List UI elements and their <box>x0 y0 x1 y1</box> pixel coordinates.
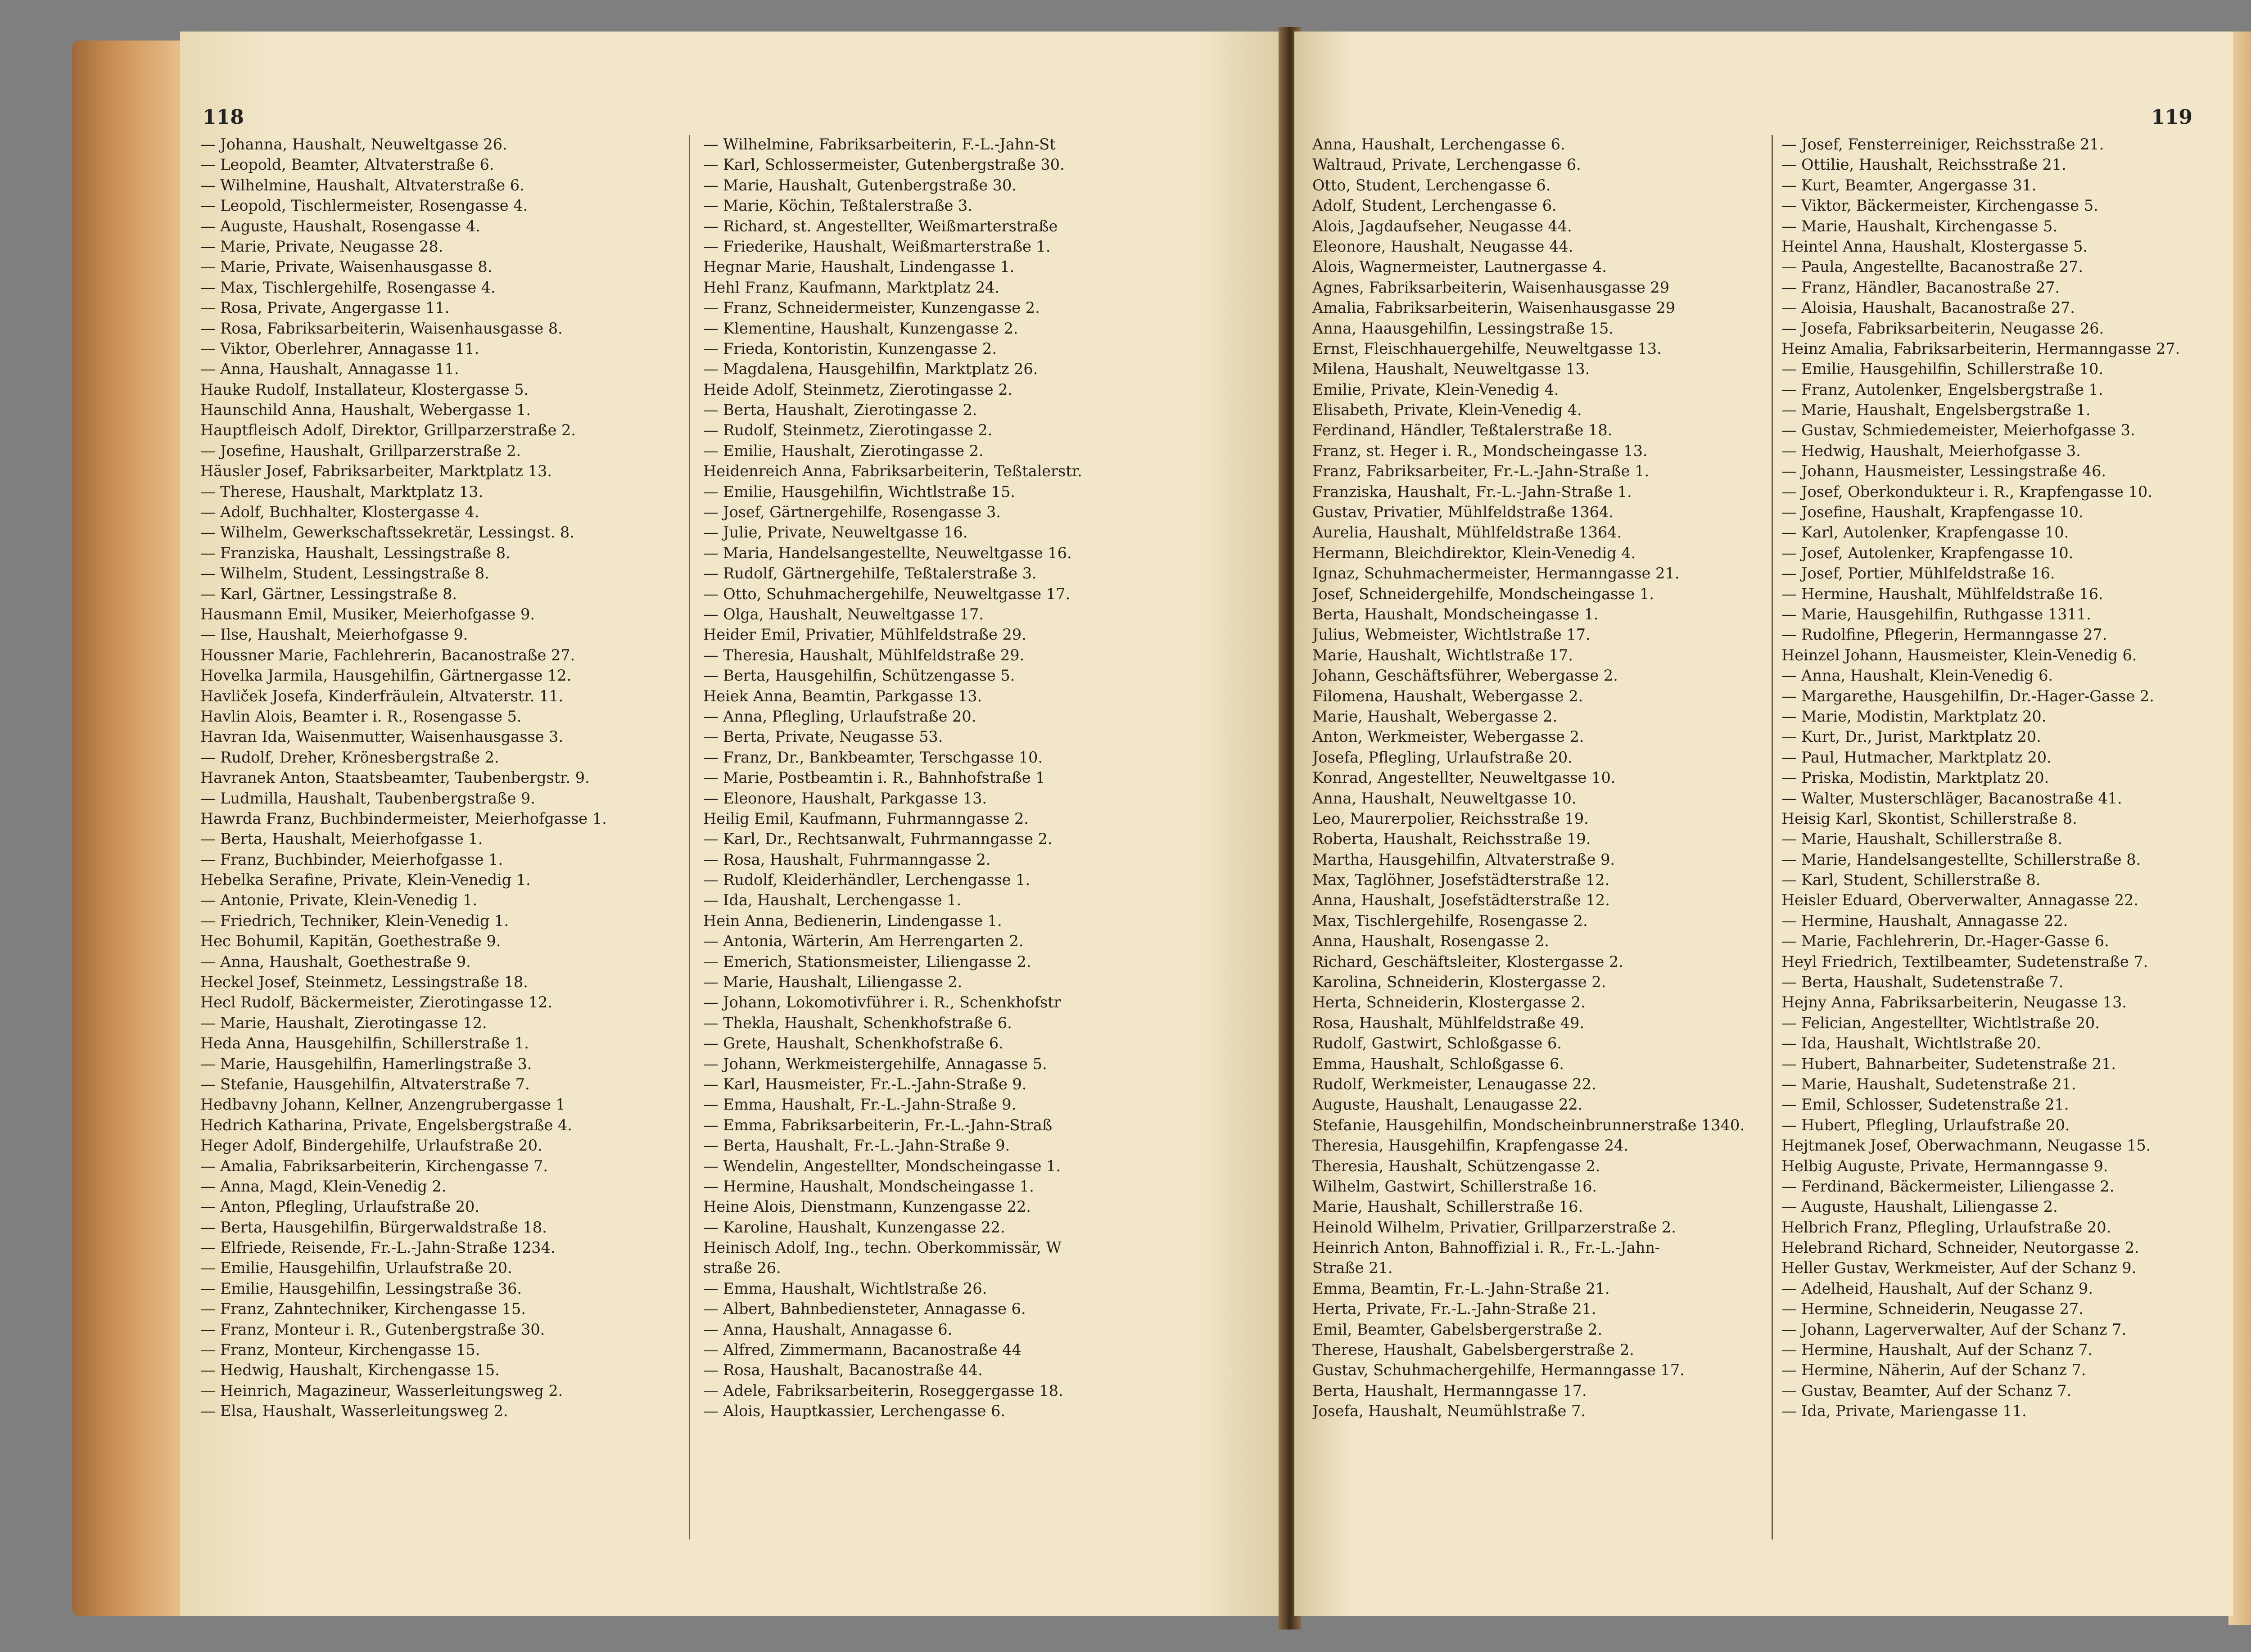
directory-entry: Emma, Haushalt, Schloßgasse 6. <box>1312 1055 1564 1073</box>
directory-entry: Herta, Schneiderin, Klostergasse 2. <box>1312 993 1586 1011</box>
directory-entry: Heinold Wilhelm, Privatier, Grillparzerstraße 2. <box>1312 1218 1676 1236</box>
directory-entry: Ernst, Fleischhauergehilfe, Neuweltgasse 13. <box>1312 339 1662 357</box>
directory-entry: — Marie, Haushalt, Kirchengasse 5. <box>1781 217 2057 235</box>
directory-entry: Hermann, Bleichdirektor, Klein-Venedig 4. <box>1312 544 1636 562</box>
page-number: 119 <box>2151 106 2192 129</box>
directory-entry: Max, Tischlergehilfe, Rosengasse 2. <box>1312 912 1588 930</box>
directory-entry: — Adolf, Buchhalter, Klostergasse 4. <box>200 503 479 521</box>
directory-entry: — Ferdinand, Bäckermeister, Liliengasse 2. <box>1781 1177 2115 1195</box>
directory-entry: Marie, Haushalt, Webergasse 2. <box>1312 707 1558 725</box>
directory-entry: Hovelka Jarmila, Hausgehilfin, Gärtnergasse 12. <box>200 667 572 685</box>
directory-entry: — Wilhelmine, Fabriksarbeiterin, F.-L.-Jahn-St <box>703 135 1056 153</box>
directory-entry: — Aloisia, Haushalt, Bacanostraße 27. <box>1781 299 2075 317</box>
directory-entry: — Wilhelmine, Haushalt, Altvaterstraße 6. <box>200 176 524 194</box>
directory-entry: — Thekla, Haushalt, Schenkhofstraße 6. <box>703 1014 1012 1032</box>
directory-entry: — Anna, Haushalt, Annagasse 11. <box>200 360 459 378</box>
directory-entry: Heckel Josef, Steinmetz, Lessingstraße 18. <box>200 973 528 991</box>
directory-entry: — Marie, Fachlehrerin, Dr.-Hager-Gasse 6. <box>1781 932 2109 950</box>
directory-entry: — Emma, Fabriksarbeiterin, Fr.-L.-Jahn-Straß <box>703 1116 1053 1134</box>
left-page-column-2 <box>703 134 1279 1422</box>
right-page-column-2 <box>1781 134 2227 1422</box>
directory-entry: Helebrand Richard, Schneider, Neutorgasse 2. <box>1781 1239 2139 1257</box>
directory-entry: Havliček Josefa, Kinderfräulein, Altvaterstr. 11. <box>200 687 564 705</box>
directory-entry: Havranek Anton, Staatsbeamter, Taubenbergstr. 9. <box>200 769 590 787</box>
directory-entry: Waltraud, Private, Lerchengasse 6. <box>1312 156 1581 174</box>
directory-entry: — Emilie, Hausgehilfin, Schillerstraße 10. <box>1781 360 2104 378</box>
directory-entry: Berta, Haushalt, Hermanngasse 17. <box>1312 1381 1587 1399</box>
directory-entry: — Emilie, Hausgehilfin, Urlaufstraße 20. <box>200 1259 512 1277</box>
directory-entry: — Alois, Hauptkassier, Lerchengasse 6. <box>703 1402 1005 1420</box>
directory-entry: Richard, Geschäftsleiter, Klostergasse 2. <box>1312 952 1623 970</box>
directory-entry: — Kurt, Beamter, Angergasse 31. <box>1781 176 2037 194</box>
directory-entry: — Maria, Handelsangestellte, Neuweltgasse 16. <box>703 544 1072 562</box>
directory-entry: — Marie, Hausgehilfin, Hamerlingstraße 3. <box>200 1055 532 1073</box>
directory-entry: — Hubert, Pflegling, Urlaufstraße 20. <box>1781 1116 2070 1134</box>
directory-entry: Hehl Franz, Kaufmann, Marktplatz 24. <box>703 278 1000 296</box>
directory-entry: Heisig Karl, Skontist, Schillerstraße 8. <box>1781 809 2077 827</box>
column-divider <box>1772 135 1773 1539</box>
directory-entry: — Ida, Haushalt, Wichtlstraße 20. <box>1781 1034 2041 1052</box>
directory-entry: Heine Alois, Dienstmann, Kunzengasse 22. <box>703 1198 1031 1216</box>
directory-entry: — Marie, Köchin, Teßtalerstraße 3. <box>703 197 972 215</box>
directory-entry: — Berta, Haushalt, Zierotingasse 2. <box>703 401 977 419</box>
right-page <box>1294 32 2233 1616</box>
directory-entry: — Anna, Haushalt, Annagasse 6. <box>703 1320 953 1338</box>
directory-entry: — Priska, Modistin, Marktplatz 20. <box>1781 769 2049 787</box>
directory-entry: Adolf, Student, Lerchengasse 6. <box>1312 197 1557 215</box>
column-divider <box>689 135 690 1539</box>
directory-entry: — Ilse, Haushalt, Meierhofgasse 9. <box>200 626 468 644</box>
directory-entry: — Karl, Schlossermeister, Gutenbergstraße 30. <box>703 156 1065 174</box>
directory-entry: Anna, Haushalt, Rosengasse 2. <box>1312 932 1549 950</box>
left-page <box>180 32 1285 1616</box>
directory-entry: Alois, Jagdaufseher, Neugasse 44. <box>1312 217 1572 235</box>
directory-entry: Hawrda Franz, Buchbindermeister, Meierhofgasse 1. <box>200 809 607 827</box>
directory-entry: — Franz, Monteur i. R., Gutenbergstraße 30. <box>200 1320 545 1338</box>
directory-entry: — Hedwig, Haushalt, Meierhofgasse 3. <box>1781 442 2081 460</box>
directory-entry: — Franziska, Haushalt, Lessingstraße 8. <box>200 544 511 562</box>
directory-entry: — Emerich, Stationsmeister, Liliengasse 2. <box>703 952 1031 970</box>
directory-entry: Johann, Geschäftsführer, Webergasse 2. <box>1312 667 1618 685</box>
directory-entry: — Franz, Händler, Bacanostraße 27. <box>1781 278 2060 296</box>
directory-entry: — Wilhelm, Student, Lessingstraße 8. <box>200 564 489 582</box>
directory-entry: — Kurt, Dr., Jurist, Marktplatz 20. <box>1781 728 2041 746</box>
directory-entry: Amalia, Fabriksarbeiterin, Waisenhausgasse 29 <box>1312 299 1676 317</box>
directory-entry: Franz, st. Heger i. R., Mondscheingasse 13. <box>1312 442 1648 460</box>
directory-entry: — Richard, st. Angestellter, Weißmarterstraße <box>703 217 1058 235</box>
directory-entry: — Marie, Haushalt, Schillerstraße 8. <box>1781 830 2062 848</box>
directory-entry: — Karl, Student, Schillerstraße 8. <box>1781 871 2041 889</box>
directory-entry: — Ida, Private, Mariengasse 11. <box>1781 1402 2027 1420</box>
directory-entry: — Josef, Autolenker, Krapfengasse 10. <box>1781 544 2074 562</box>
directory-entry: — Hubert, Bahnarbeiter, Sudetenstraße 21. <box>1781 1055 2116 1073</box>
directory-entry: — Margarethe, Hausgehilfin, Dr.-Hager-Gasse 2. <box>1781 687 2154 705</box>
directory-entry: Josefa, Haushalt, Neumühlstraße 7. <box>1312 1402 1586 1420</box>
directory-entry: Theresia, Hausgehilfin, Krapfengasse 24. <box>1312 1137 1629 1155</box>
directory-entry: Rudolf, Werkmeister, Lenaugasse 22. <box>1312 1075 1596 1093</box>
directory-entry: — Hermine, Haushalt, Mondscheingasse 1. <box>703 1177 1034 1195</box>
directory-entry: Franziska, Haushalt, Fr.-L.-Jahn-Straße 1. <box>1312 483 1632 501</box>
directory-entry: — Marie, Private, Waisenhausgasse 8. <box>200 258 493 276</box>
directory-entry: — Anna, Haushalt, Klein-Venedig 6. <box>1781 667 2053 685</box>
directory-entry: — Auguste, Haushalt, Rosengasse 4. <box>200 217 480 235</box>
directory-entry: Hedbavny Johann, Kellner, Anzengrubergasse 1 <box>200 1096 565 1114</box>
directory-entry: Anna, Haausgehilfin, Lessingstraße 15. <box>1312 319 1614 337</box>
directory-entry: Ignaz, Schuhmachermeister, Hermanngasse 21. <box>1312 564 1680 582</box>
directory-entry: — Ludmilla, Haushalt, Taubenbergstraße 9. <box>200 789 535 807</box>
directory-entry: Aurelia, Haushalt, Mühlfeldstraße 1364. <box>1312 524 1622 542</box>
directory-entry: — Friedrich, Techniker, Klein-Venedig 1. <box>200 912 509 930</box>
directory-entry: — Johann, Lokomotivführer i. R., Schenkhofstr <box>703 993 1061 1011</box>
directory-entry: — Karl, Dr., Rechtsanwalt, Fuhrmanngasse 2. <box>703 830 1053 848</box>
directory-entry: Roberta, Haushalt, Reichsstraße 19. <box>1312 830 1591 848</box>
directory-entry: Ferdinand, Händler, Teßtalerstraße 18. <box>1312 421 1613 439</box>
directory-entry: Hedrich Katharina, Private, Engelsbergstraße 4. <box>200 1116 572 1134</box>
directory-entry: Therese, Haushalt, Gabelsbergerstraße 2. <box>1312 1341 1634 1359</box>
directory-entry: — Johanna, Haushalt, Neuweltgasse 26. <box>200 135 507 153</box>
directory-entry: — Rudolf, Gärtnergehilfe, Teßtalerstraße 3. <box>703 564 1037 582</box>
directory-entry: Elisabeth, Private, Klein-Venedig 4. <box>1312 401 1582 419</box>
directory-entry: Heda Anna, Hausgehilfin, Schillerstraße 1. <box>200 1034 529 1052</box>
directory-entry: — Emma, Haushalt, Wichtlstraße 26. <box>703 1279 987 1297</box>
directory-entry: Haunschild Anna, Haushalt, Webergasse 1. <box>200 401 531 419</box>
directory-entry: Houssner Marie, Fachlehrerin, Bacanostraße 27. <box>200 646 575 664</box>
directory-entry: — Marie, Haushalt, Zierotingasse 12. <box>200 1014 487 1032</box>
directory-entry: Hejny Anna, Fabriksarbeiterin, Neugasse 13. <box>1781 993 2127 1011</box>
directory-entry: Heide Adolf, Steinmetz, Zierotingasse 2. <box>703 380 1013 398</box>
directory-entry: Josefa, Pflegling, Urlaufstraße 20. <box>1312 748 1573 766</box>
directory-entry: Hauke Rudolf, Installateur, Klostergasse 5. <box>200 380 529 398</box>
directory-entry: — Elfriede, Reisende, Fr.-L.-Jahn-Straße 1234. <box>200 1239 556 1257</box>
directory-entry: Karolina, Schneiderin, Klostergasse 2. <box>1312 973 1606 991</box>
directory-entry: — Olga, Haushalt, Neuweltgasse 17. <box>703 605 984 623</box>
directory-entry: — Viktor, Oberlehrer, Annagasse 11. <box>200 339 479 357</box>
directory-entry: Wilhelm, Gastwirt, Schillerstraße 16. <box>1312 1177 1597 1195</box>
directory-entry: Theresia, Haushalt, Schützengasse 2. <box>1312 1157 1600 1175</box>
directory-entry: — Leopold, Beamter, Altvaterstraße 6. <box>200 156 494 174</box>
open-book <box>72 27 2251 1629</box>
directory-entry: Heger Adolf, Bindergehilfe, Urlaufstraße 20. <box>200 1137 542 1155</box>
directory-entry: — Rudolf, Dreher, Krönesbergstraße 2. <box>200 748 499 766</box>
directory-entry: Martha, Hausgehilfin, Altvaterstraße 9. <box>1312 850 1615 868</box>
directory-entry: — Elsa, Haushalt, Wasserleitungsweg 2. <box>200 1402 508 1420</box>
directory-entry: — Hermine, Haushalt, Auf der Schanz 7. <box>1781 1341 2093 1359</box>
directory-entry: Marie, Haushalt, Schillerstraße 16. <box>1312 1198 1583 1216</box>
directory-entry: Milena, Haushalt, Neuweltgasse 13. <box>1312 360 1590 378</box>
directory-entry: — Ida, Haushalt, Lerchengasse 1. <box>703 891 962 909</box>
directory-entry: — Johann, Hausmeister, Lessingstraße 46. <box>1781 462 2106 480</box>
directory-entry: — Franz, Monteur, Kirchengasse 15. <box>200 1341 480 1359</box>
directory-entry: — Frieda, Kontoristin, Kunzengasse 2. <box>703 339 997 357</box>
directory-entry: Heintel Anna, Haushalt, Klostergasse 5. <box>1781 237 2088 255</box>
directory-entry: — Julie, Private, Neuweltgasse 16. <box>703 524 968 542</box>
directory-entry: — Karl, Hausmeister, Fr.-L.-Jahn-Straße 9. <box>703 1075 1027 1093</box>
directory-entry: — Rosa, Fabriksarbeiterin, Waisenhausgasse 8. <box>200 319 563 337</box>
directory-entry: — Rudolfine, Pflegerin, Hermanngasse 27. <box>1781 626 2107 644</box>
directory-entry: — Marie, Modistin, Marktplatz 20. <box>1781 707 2047 725</box>
directory-entry: Häusler Josef, Fabriksarbeiter, Marktplatz 13. <box>200 462 552 480</box>
directory-entry: Heidenreich Anna, Fabriksarbeiterin, Teßtalerstr. <box>703 462 1082 480</box>
directory-entry: Anna, Haushalt, Lerchengasse 6. <box>1312 135 1565 153</box>
directory-entry: — Emilie, Hausgehilfin, Wichtlstraße 15. <box>703 483 1015 501</box>
directory-entry: — Leopold, Tischlermeister, Rosengasse 4. <box>200 197 528 215</box>
directory-entry: Gustav, Privatier, Mühlfeldstraße 1364. <box>1312 503 1614 521</box>
directory-entry: — Johann, Lagerverwalter, Auf der Schanz 7. <box>1781 1320 2127 1338</box>
directory-entry: — Adele, Fabriksarbeiterin, Roseggergasse 18. <box>703 1381 1063 1399</box>
directory-entry: Otto, Student, Lerchengasse 6. <box>1312 176 1551 194</box>
directory-entry: Stefanie, Hausgehilfin, Mondscheinbrunnerstraße 1340. <box>1312 1116 1745 1134</box>
directory-entry: — Viktor, Bäckermeister, Kirchengasse 5. <box>1781 197 2098 215</box>
directory-entry: — Berta, Haushalt, Meierhofgasse 1. <box>200 830 483 848</box>
directory-entry: Marie, Haushalt, Wichtlstraße 17. <box>1312 646 1573 664</box>
directory-entry: Max, Taglöhner, Josefstädterstraße 12. <box>1312 871 1610 889</box>
right-page-column-1 <box>1312 134 1767 1422</box>
directory-entry: — Anton, Pflegling, Urlaufstraße 20. <box>200 1198 479 1216</box>
directory-entry: Heinisch Adolf, Ing., techn. Oberkommissär, W <box>703 1239 1062 1257</box>
directory-entry: — Rosa, Haushalt, Fuhrmanngasse 2. <box>703 850 991 868</box>
directory-entry: — Marie, Haushalt, Liliengasse 2. <box>703 973 963 991</box>
directory-entry: Emilie, Private, Klein-Venedig 4. <box>1312 380 1559 398</box>
directory-entry: — Marie, Private, Neugasse 28. <box>200 237 443 255</box>
directory-entry: — Gustav, Schmiedemeister, Meierhofgasse 3. <box>1781 421 2135 439</box>
directory-entry: Anna, Haushalt, Neuweltgasse 10. <box>1312 789 1577 807</box>
directory-entry: Heller Gustav, Werkmeister, Auf der Schanz 9. <box>1781 1259 2137 1277</box>
directory-entry: Hec Bohumil, Kapitän, Goethestraße 9. <box>200 932 501 950</box>
directory-entry: Heinzel Johann, Hausmeister, Klein-Venedig 6. <box>1781 646 2137 664</box>
directory-entry: Alois, Wagnermeister, Lautnergasse 4. <box>1312 258 1607 276</box>
directory-entry: — Berta, Hausgehilfin, Bürgerwaldstraße 18. <box>200 1218 547 1236</box>
directory-entry: — Ottilie, Haushalt, Reichsstraße 21. <box>1781 156 2066 174</box>
directory-entry: — Anna, Haushalt, Goethestraße 9. <box>200 952 471 970</box>
directory-entry: — Josefine, Haushalt, Grillparzerstraße 2. <box>200 442 521 460</box>
directory-entry: — Max, Tischlergehilfe, Rosengasse 4. <box>200 278 496 296</box>
directory-entry: — Rudolf, Steinmetz, Zierotingasse 2. <box>703 421 993 439</box>
directory-entry: Heider Emil, Privatier, Mühlfeldstraße 29. <box>703 626 1026 644</box>
directory-entry: — Josef, Fensterreiniger, Reichsstraße 21. <box>1781 135 2104 153</box>
directory-entry: Rudolf, Gastwirt, Schloßgasse 6. <box>1312 1034 1562 1052</box>
directory-entry: — Walter, Musterschläger, Bacanostraße 41. <box>1781 789 2122 807</box>
directory-entry: — Josef, Gärtnergehilfe, Rosengasse 3. <box>703 503 1001 521</box>
directory-entry: Emma, Beamtin, Fr.-L.-Jahn-Straße 21. <box>1312 1279 1610 1297</box>
directory-entry: Agnes, Fabriksarbeiterin, Waisenhausgasse 29 <box>1312 278 1670 296</box>
directory-entry: Straße 21. <box>1312 1259 1393 1277</box>
directory-entry: Rosa, Haushalt, Mühlfeldstraße 49. <box>1312 1014 1585 1032</box>
directory-entry: — Johann, Werkmeistergehilfe, Annagasse 5. <box>703 1055 1047 1073</box>
directory-entry: — Josef, Portier, Mühlfeldstraße 16. <box>1781 564 2055 582</box>
left-page-column-1 <box>200 134 678 1422</box>
directory-entry: Heiek Anna, Beamtin, Parkgasse 13. <box>703 687 982 705</box>
directory-entry: Hausmann Emil, Musiker, Meierhofgasse 9. <box>200 605 535 623</box>
directory-entry: — Franz, Schneidermeister, Kunzengasse 2. <box>703 299 1040 317</box>
directory-entry: Havran Ida, Waisenmutter, Waisenhausgasse 3. <box>200 728 564 746</box>
directory-entry: Hein Anna, Bedienerin, Lindengasse 1. <box>703 912 1002 930</box>
directory-entry: — Rosa, Private, Angergasse 11. <box>200 299 450 317</box>
directory-entry: — Josef, Oberkondukteur i. R., Krapfengasse 10. <box>1781 483 2152 501</box>
directory-entry: — Theresia, Haushalt, Mühlfeldstraße 29. <box>703 646 1025 664</box>
directory-entry: Hejtmanek Josef, Oberwachmann, Neugasse 15. <box>1781 1137 2151 1155</box>
directory-entry: — Berta, Private, Neugasse 53. <box>703 728 943 746</box>
directory-entry: — Albert, Bahnbediensteter, Annagasse 6. <box>703 1300 1026 1318</box>
directory-entry: Herta, Private, Fr.-L.-Jahn-Straße 21. <box>1312 1300 1596 1318</box>
directory-entry: — Hedwig, Haushalt, Kirchengasse 15. <box>200 1361 500 1379</box>
directory-entry: — Rudolf, Kleiderhändler, Lerchengasse 1. <box>703 871 1031 889</box>
directory-entry: — Anna, Magd, Klein-Venedig 2. <box>200 1177 447 1195</box>
directory-entry: — Franz, Dr., Bankbeamter, Terschgasse 10. <box>703 748 1043 766</box>
directory-entry: — Antonia, Wärterin, Am Herrengarten 2. <box>703 932 1024 950</box>
directory-entry: — Hermine, Haushalt, Annagasse 22. <box>1781 912 2068 930</box>
directory-entry: Helbrich Franz, Pflegling, Urlaufstraße 20. <box>1781 1218 2111 1236</box>
directory-entry: — Antonie, Private, Klein-Venedig 1. <box>200 891 478 909</box>
directory-entry: straße 26. <box>703 1259 781 1277</box>
directory-entry: — Auguste, Haushalt, Liliengasse 2. <box>1781 1198 2058 1216</box>
directory-entry: — Karl, Gärtner, Lessingstraße 8. <box>200 585 457 603</box>
page-number: 118 <box>203 106 244 129</box>
directory-entry: Hauptfleisch Adolf, Direktor, Grillparzerstraße 2. <box>200 421 576 439</box>
directory-entry: — Marie, Postbeamtin i. R., Bahnhofstraße 1 <box>703 769 1045 787</box>
directory-entry: Eleonore, Haushalt, Neugasse 44. <box>1312 237 1573 255</box>
directory-entry: — Emilie, Hausgehilfin, Lessingstraße 36. <box>200 1279 522 1297</box>
directory-entry: — Magdalena, Hausgehilfin, Marktplatz 26. <box>703 360 1038 378</box>
directory-entry: — Karoline, Haushalt, Kunzengasse 22. <box>703 1218 1005 1236</box>
directory-entry: Gustav, Schuhmachergehilfe, Hermanngasse 17. <box>1312 1361 1685 1379</box>
directory-entry: Heyl Friedrich, Textilbeamter, Sudetenstraße 7. <box>1781 952 2148 970</box>
directory-entry: — Marie, Hausgehilfin, Ruthgasse 1311. <box>1781 605 2091 623</box>
directory-entry: — Friederike, Haushalt, Weißmarterstraße 1. <box>703 237 1051 255</box>
directory-entry: — Marie, Haushalt, Sudetenstraße 21. <box>1781 1075 2076 1093</box>
directory-entry: — Stefanie, Hausgehilfin, Altvaterstraße 7. <box>200 1075 530 1093</box>
directory-entry: — Hermine, Haushalt, Mühlfeldstraße 16. <box>1781 585 2103 603</box>
directory-entry: Franz, Fabriksarbeiter, Fr.-L.-Jahn-Straße 1. <box>1312 462 1650 480</box>
directory-entry: — Paula, Angestellte, Bacanostraße 27. <box>1781 258 2084 276</box>
directory-entry: — Berta, Haushalt, Fr.-L.-Jahn-Straße 9. <box>703 1137 1010 1155</box>
directory-entry: Konrad, Angestellter, Neuweltgasse 10. <box>1312 769 1616 787</box>
directory-entry: — Marie, Haushalt, Engelsbergstraße 1. <box>1781 401 2091 419</box>
directory-entry: Anton, Werkmeister, Webergasse 2. <box>1312 728 1584 746</box>
directory-entry: — Josefa, Fabriksarbeiterin, Neugasse 26. <box>1781 319 2104 337</box>
directory-entry: — Marie, Handelsangestellte, Schillerstraße 8. <box>1781 850 2141 868</box>
directory-entry: Emil, Beamter, Gabelsbergerstraße 2. <box>1312 1320 1602 1338</box>
directory-entry: Leo, Maurerpolier, Reichsstraße 19. <box>1312 809 1589 827</box>
directory-entry: Heinrich Anton, Bahnoffizial i. R., Fr.-L.-Jahn- <box>1312 1239 1660 1257</box>
directory-entry: — Josefine, Haushalt, Krapfengasse 10. <box>1781 503 2084 521</box>
directory-entry: — Hermine, Näherin, Auf der Schanz 7. <box>1781 1361 2086 1379</box>
directory-entry: — Amalia, Fabriksarbeiterin, Kirchengasse 7. <box>200 1157 548 1175</box>
directory-entry: Hegnar Marie, Haushalt, Lindengasse 1. <box>703 258 1015 276</box>
directory-entry: — Hermine, Schneiderin, Neugasse 27. <box>1781 1300 2084 1318</box>
directory-entry: — Otto, Schuhmachergehilfe, Neuweltgasse 17. <box>703 585 1071 603</box>
left-page-edges <box>72 41 189 1616</box>
directory-entry: — Eleonore, Haushalt, Parkgasse 13. <box>703 789 987 807</box>
directory-entry: Josef, Schneidergehilfe, Mondscheingasse 1. <box>1312 585 1654 603</box>
directory-entry: — Franz, Zahntechniker, Kirchengasse 15. <box>200 1300 526 1318</box>
directory-entry: — Berta, Hausgehilfin, Schützengasse 5. <box>703 667 1015 685</box>
directory-entry: Heinz Amalia, Fabriksarbeiterin, Hermanngasse 27. <box>1781 339 2180 357</box>
directory-entry: Hebelka Serafine, Private, Klein-Venedig 1. <box>200 871 531 889</box>
directory-entry: — Alfred, Zimmermann, Bacanostraße 44 <box>703 1341 1022 1359</box>
directory-entry: — Therese, Haushalt, Marktplatz 13. <box>200 483 484 501</box>
directory-entry: — Anna, Pflegling, Urlaufstraße 20. <box>703 707 976 725</box>
directory-entry: Heisler Eduard, Oberverwalter, Annagasse 22. <box>1781 891 2139 909</box>
directory-entry: — Klementine, Haushalt, Kunzengasse 2. <box>703 319 1018 337</box>
directory-entry: Anna, Haushalt, Josefstädterstraße 12. <box>1312 891 1610 909</box>
directory-entry: Heilig Emil, Kaufmann, Fuhrmanngasse 2. <box>703 809 1029 827</box>
directory-entry: — Wendelin, Angestellter, Mondscheingasse 1. <box>703 1157 1061 1175</box>
directory-entry: Filomena, Haushalt, Webergasse 2. <box>1312 687 1583 705</box>
directory-entry: Auguste, Haushalt, Lenaugasse 22. <box>1312 1096 1583 1114</box>
directory-entry: — Heinrich, Magazineur, Wasserleitungsweg 2. <box>200 1381 563 1399</box>
directory-entry: — Gustav, Beamter, Auf der Schanz 7. <box>1781 1381 2072 1399</box>
directory-entry: — Paul, Hutmacher, Marktplatz 20. <box>1781 748 2052 766</box>
directory-entry: — Felician, Angestellter, Wichtlstraße 20. <box>1781 1014 2100 1032</box>
directory-entry: Julius, Webmeister, Wichtlstraße 17. <box>1312 626 1591 644</box>
directory-entry: — Rosa, Haushalt, Bacanostraße 44. <box>703 1361 983 1379</box>
directory-entry: — Emma, Haushalt, Fr.-L.-Jahn-Straße 9. <box>703 1096 1017 1114</box>
directory-entry: Helbig Auguste, Private, Hermanngasse 9. <box>1781 1157 2108 1175</box>
directory-entry: Hecl Rudolf, Bäckermeister, Zierotingasse 12. <box>200 993 552 1011</box>
directory-entry: Berta, Haushalt, Mondscheingasse 1. <box>1312 605 1599 623</box>
directory-entry: Havlin Alois, Beamter i. R., Rosengasse 5. <box>200 707 522 725</box>
directory-entry: — Grete, Haushalt, Schenkhofstraße 6. <box>703 1034 1003 1052</box>
directory-entry: — Adelheid, Haushalt, Auf der Schanz 9. <box>1781 1279 2093 1297</box>
directory-entry: — Wilhelm, Gewerkschaftssekretär, Lessingst. 8. <box>200 524 574 542</box>
directory-entry: — Berta, Haushalt, Sudetenstraße 7. <box>1781 973 2064 991</box>
directory-entry: — Emil, Schlosser, Sudetenstraße 21. <box>1781 1096 2069 1114</box>
directory-entry: — Franz, Buchbinder, Meierhofgasse 1. <box>200 850 503 868</box>
directory-entry: — Franz, Autolenker, Engelsbergstraße 1. <box>1781 380 2103 398</box>
directory-entry: — Marie, Haushalt, Gutenbergstraße 30. <box>703 176 1017 194</box>
directory-entry: — Karl, Autolenker, Krapfengasse 10. <box>1781 524 2069 542</box>
directory-entry: — Emilie, Haushalt, Zierotingasse 2. <box>703 442 984 460</box>
